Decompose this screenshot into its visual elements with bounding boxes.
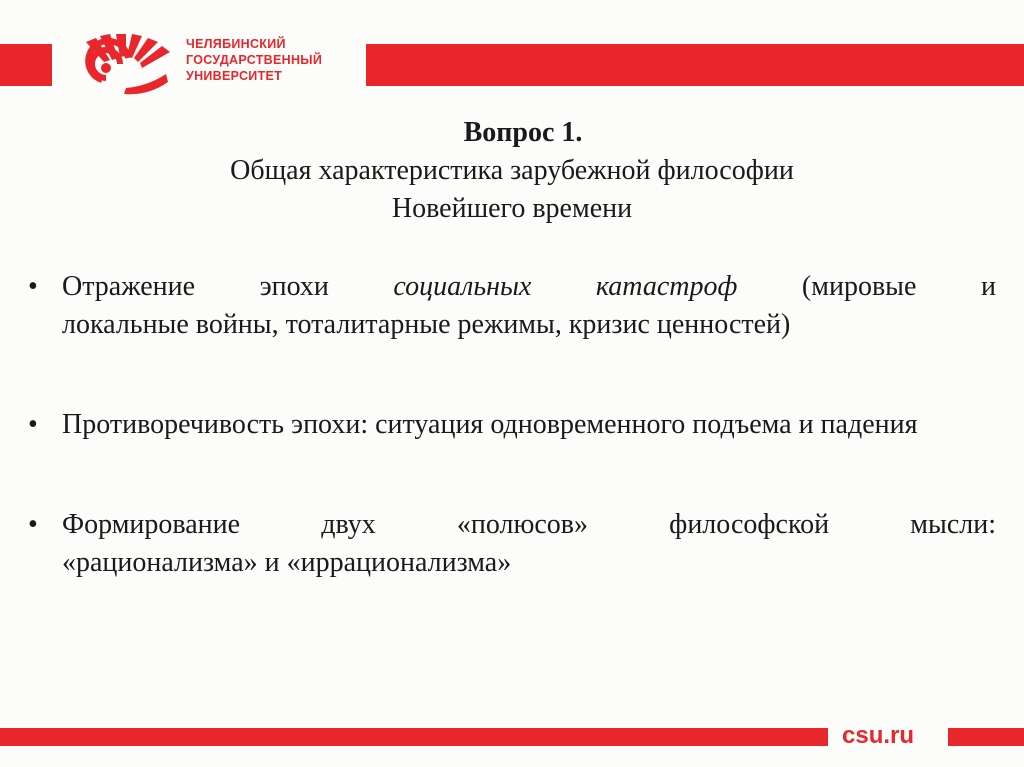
bullet-2-text: Противоречивость эпохи: ситуация одновременного подъема и падения: [62, 409, 918, 440]
bullet-3-word: двух: [321, 509, 376, 540]
bullet-3-word: философской: [669, 509, 830, 540]
bullet-1-italic-word: социальных: [393, 271, 532, 302]
bullet-3-word: Формирование: [62, 509, 241, 540]
university-name-line2: ГОСУДАРСТВЕННЫЙ: [186, 53, 323, 67]
question-number: Вопрос 1.: [463, 117, 583, 148]
bullet-1-word: Отражение: [62, 271, 196, 302]
bullet-1-word: и: [980, 271, 996, 302]
slide-title: [0, 114, 1024, 228]
bullet-item-1: [28, 268, 996, 344]
bullet-3-line1: [62, 506, 996, 544]
title-line1: Общая характеристика зарубежной философии: [230, 155, 794, 186]
bullet-3-line2: «рационализма» и «иррационализма»: [62, 547, 512, 578]
bullet-1-italic-word: катастроф: [595, 271, 738, 302]
bullet-1-word: (мировые: [801, 271, 917, 302]
footer-bar-left: [0, 728, 828, 746]
university-name-line1: ЧЕЛЯБИНСКИЙ: [186, 37, 286, 51]
bullet-1-word: эпохи: [259, 271, 329, 302]
bullet-1-line1: [62, 268, 996, 306]
university-name-line3: УНИВЕРСИТЕТ: [186, 69, 283, 83]
university-name: [186, 36, 322, 84]
bullet-marker: •: [28, 409, 38, 440]
bullet-item-3: [28, 506, 996, 582]
header-bar-left: [0, 44, 52, 86]
bullet-3-word: «полюсов»: [456, 509, 589, 540]
bullet-3-word: мысли:: [910, 509, 996, 540]
title-line2: Новейшего времени: [391, 193, 633, 224]
bullet-marker: •: [28, 271, 38, 302]
bullet-1-line2: локальные войны, тоталитарные режимы, кризис ценностей): [62, 309, 791, 340]
bullet-item-2: [28, 406, 996, 444]
header-bar-right: [366, 44, 1024, 86]
university-logo-icon: [66, 30, 176, 100]
footer-bar-right: [948, 728, 1024, 746]
bullet-marker: •: [28, 509, 38, 540]
site-link[interactable]: csu.ru: [842, 722, 915, 749]
bullet-list: [28, 268, 996, 582]
